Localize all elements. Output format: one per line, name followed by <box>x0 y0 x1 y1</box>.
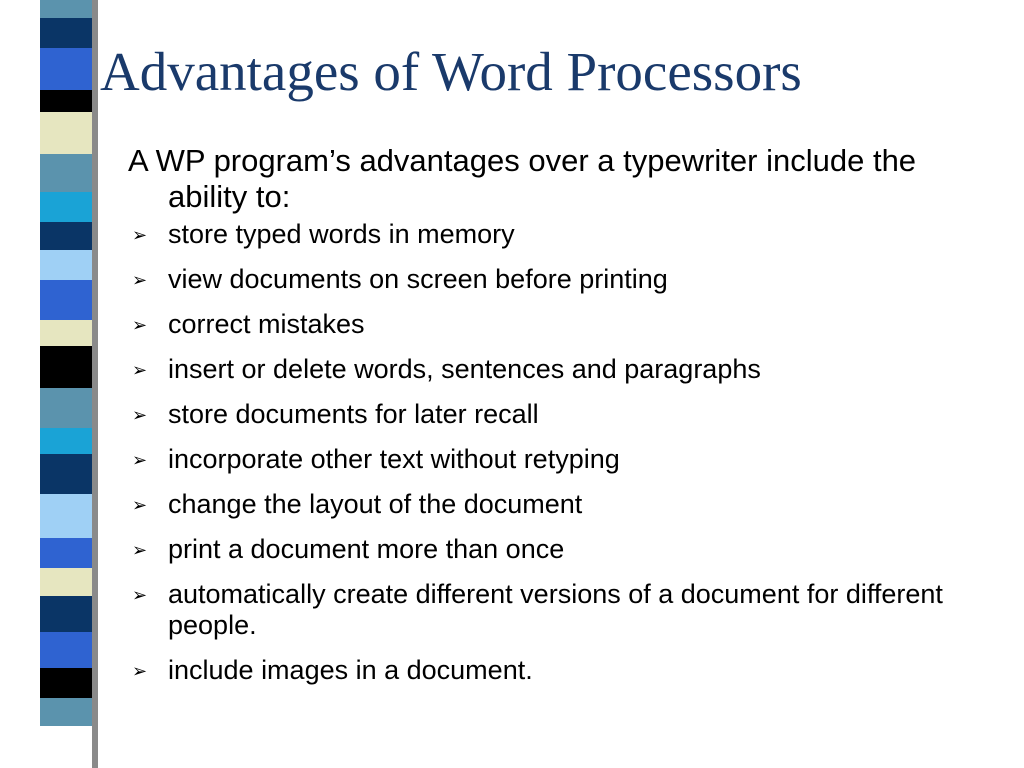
arrowhead-bullet-icon: ➢ <box>132 585 148 605</box>
stripe-block <box>40 596 92 632</box>
stripe-block <box>40 222 92 250</box>
arrowhead-bullet-icon: ➢ <box>132 360 148 380</box>
stripe-block <box>40 0 92 18</box>
stripe-block <box>40 250 92 280</box>
arrowhead-bullet-icon: ➢ <box>132 450 148 470</box>
list-item: ➢ view documents on screen before printing <box>132 264 668 294</box>
stripe-block <box>40 454 92 494</box>
stripe-block <box>40 388 92 428</box>
stripe-block <box>40 494 92 538</box>
arrowhead-bullet-icon: ➢ <box>132 315 148 335</box>
stripe-block <box>40 90 92 112</box>
intro-text: A WP program’s advantages over a typewriter include the ability to: <box>128 143 917 214</box>
list-item: ➢ store documents for later recall <box>132 399 539 429</box>
slide-body <box>128 143 998 700</box>
list-item: ➢ include images in a document. <box>132 655 533 685</box>
list-item: ➢ insert or delete words, sentences and paragraphs <box>132 354 761 384</box>
decorative-stripe <box>40 0 92 768</box>
list-item: ➢ incorporate other text without retyping <box>132 444 620 474</box>
stripe-block <box>40 346 92 388</box>
arrowhead-bullet-icon: ➢ <box>132 495 148 515</box>
stripe-block <box>40 538 92 568</box>
stripe-block <box>40 320 92 346</box>
arrowhead-bullet-icon: ➢ <box>132 661 148 681</box>
stripe-block <box>40 632 92 668</box>
arrowhead-bullet-icon: ➢ <box>132 540 148 560</box>
stripe-block <box>40 568 92 596</box>
stripe-block <box>40 698 92 726</box>
list-item: ➢ correct mistakes <box>132 309 365 339</box>
stripe-block <box>40 112 92 154</box>
list-item: ➢ change the layout of the document <box>132 489 583 519</box>
stripe-block <box>40 48 92 90</box>
bullet-list <box>128 219 998 686</box>
arrowhead-bullet-icon: ➢ <box>132 225 148 245</box>
arrowhead-bullet-icon: ➢ <box>132 270 148 290</box>
list-item: ➢ store typed words in memory <box>132 219 515 249</box>
list-item: ➢ print a document more than once <box>132 534 565 564</box>
stripe-block <box>40 428 92 454</box>
slide-title: Advantages of Word Processors <box>100 41 802 102</box>
stripe-block <box>40 192 92 222</box>
stripe-block <box>40 154 92 192</box>
list-item: ➢ automatically create different versions of a document for different people. <box>132 579 943 640</box>
arrowhead-bullet-icon: ➢ <box>132 405 148 425</box>
stripe-block <box>40 18 92 48</box>
stripe-block <box>40 280 92 320</box>
stripe-block <box>40 668 92 698</box>
